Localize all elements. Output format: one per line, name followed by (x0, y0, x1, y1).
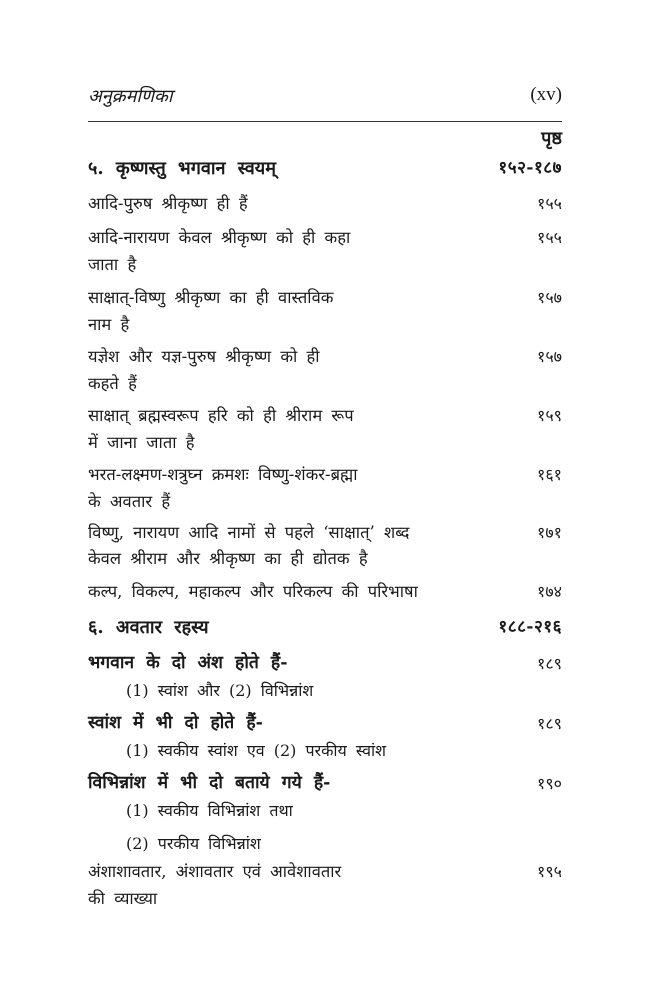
toc-entry-page: १५७ (537, 288, 562, 307)
toc-section-title: ५. कृष्णस्तु भगवान स्वयम् (88, 158, 276, 179)
toc-entry-page: १८९ (537, 714, 562, 733)
toc-subentry: (1) स्वांश और (2) विभिन्नांश (126, 681, 314, 700)
toc-entry-text: विष्णु, नारायण आदि नामों से पहले ‘साक्षात्’ शब्द (88, 523, 410, 542)
toc-entry (88, 520, 562, 572)
page-column-label: पृष्ठ (541, 128, 562, 149)
toc-entry-page: १९० (537, 774, 562, 793)
toc-entry-page: १५७ (537, 347, 562, 366)
toc-entry-text-cont: में जाना जाता है (88, 433, 195, 452)
toc-section-5 (88, 155, 562, 182)
toc-entry (88, 284, 562, 338)
toc-entry-text: यज्ञेश और यज्ञ-पुरुष श्रीकृष्ण को ही (88, 347, 320, 366)
toc-entry-text: भरत-लक्ष्मण-शत्रुघ्न क्रमशः विष्णु-शंकर-ब्रह्मा (88, 465, 358, 484)
toc-entry (88, 224, 562, 278)
toc-entry-page: १८९ (537, 654, 562, 673)
toc-entry-text-cont: नाम है (88, 315, 130, 334)
page-number: (xv) (530, 84, 562, 105)
toc-entry-page: १७१ (537, 523, 562, 542)
toc-entry-page: १९५ (537, 862, 562, 881)
toc-entry-text: आदि-पुरुष श्रीकृष्ण ही हैं (88, 194, 248, 213)
toc-subentry: (1) स्वकीय स्वांश एव (2) परकीय स्वांश (126, 741, 387, 760)
toc-page-range: १८८-२१६ (498, 617, 562, 637)
toc-entry-text: साक्षात्-विष्णु श्रीकृष्ण का ही वास्तविक (88, 288, 334, 307)
toc-entry (88, 770, 562, 857)
toc-entry (88, 190, 562, 217)
toc-entry-text: विभिन्नांश में भी दो बताये गये हैं- (88, 773, 331, 793)
toc-entry (88, 858, 562, 912)
toc-entry-text: आदि-नारायण केवल श्रीकृष्ण को ही कहा (88, 228, 351, 247)
toc-entry (88, 343, 562, 397)
toc-section-title: ६. अवतार रहस्य (88, 617, 209, 638)
toc-entry (88, 710, 562, 764)
toc-entry-text-cont: केवल श्रीराम और श्रीकृष्ण का ही द्योतक है (88, 549, 368, 568)
toc-page-range: १५२-१८७ (498, 158, 562, 178)
toc-subentry: (1) स्वकीय विभिन्नांश तथा (126, 801, 293, 820)
toc-entry (88, 650, 562, 704)
toc-entry-text: कल्प, विकल्प, महाकल्प और परिकल्प की परिभाषा (88, 582, 418, 601)
toc-entry-page: १५५ (537, 228, 562, 247)
toc-entry-page: १५९ (537, 406, 562, 425)
toc-section-6 (88, 614, 562, 641)
toc-entry (88, 402, 562, 456)
toc-entry-page: १५५ (537, 194, 562, 213)
toc-entry-text: भगवान के दो अंश होते हैं- (88, 653, 288, 673)
toc-entry-text: अंशाशावतार, अंशावतार एवं आवेशावतार (88, 862, 342, 881)
running-head (88, 84, 562, 110)
toc-entry (88, 578, 562, 605)
toc-entry-text-cont: की व्याख्या (88, 889, 158, 908)
toc-entry-text: साक्षात् ब्रह्मस्वरूप हरि को ही श्रीराम रूप (88, 406, 354, 425)
toc-entry-text-cont: जाता है (88, 255, 137, 274)
toc-entry-text: स्वांश में भी दो होते हैं- (88, 713, 263, 733)
toc-entry-page: १६१ (537, 465, 562, 484)
toc-entry (88, 461, 562, 515)
toc-entry-page: १७४ (537, 582, 562, 601)
toc-entry-text-cont: कहते हैं (88, 374, 137, 393)
toc-subentry: (2) परकीय विभिन्नांश (126, 834, 261, 853)
running-head-title: अनुक्रमणिका (88, 86, 173, 107)
header-rule (88, 121, 562, 122)
toc-entry-text-cont: के अवतार हैं (88, 492, 171, 511)
